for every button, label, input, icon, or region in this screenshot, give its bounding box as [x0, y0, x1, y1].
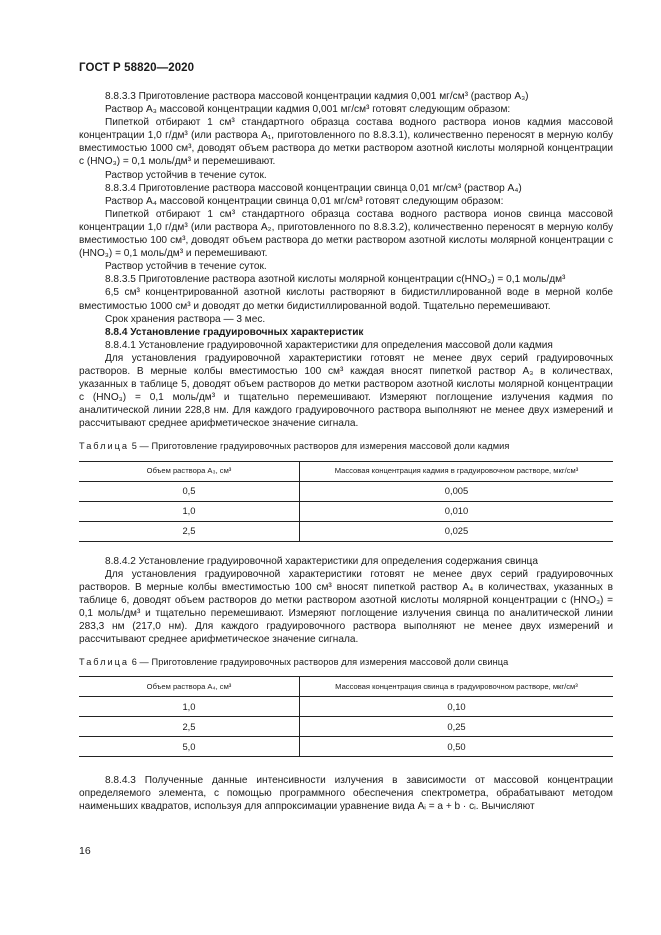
paragraph: Пипеткой отбирают 1 см³ стандартного образца состава водного раствора ионов кадмия массовой концентрации 1,0 г/дм³ (или раствора A₁, приготовленного по 8.8.3.1), количественно переносят в мерную колбу вместимостью 1000 см³, доводят объем раствора до метки раствором азотной кислоты молярной концентрации c (HNO₃) = 0,1 моль/дм³ и перемешивают.: [79, 117, 613, 168]
section-heading-884: 8.8.4 Установление градуировочных характеристик: [105, 326, 364, 338]
section-title-8841: 8.8.4.1 Установление градуировочной характеристики для определения массовой доли кадмия: [105, 339, 553, 351]
paragraph: Для установления градуировочной характеристики готовят не менее двух серий градуировочных растворов. В мерные колбы вместимостью 100 см³ вносят пипеткой раствор A₄ в количествах, указанных в таблице 6, доводят объем растворов до метки раствором азотной кислоты молярной концентрации c (HNO₃) = 0,1 моль/дм³ и тщательно перемешивают. Измеряют поглощение излучения свинца по аналитической линии 283,3 нм (217,0 нм). Для каждого градуировочного раствора выполняют не менее двух измерений и рассчитывают среднее арифметическое значение сигнала.: [79, 568, 613, 646]
table-cell: 0,005: [300, 481, 614, 501]
table-caption-text: 5 — Приготовление градуировочных растворов для измерения массовой доли кадмия: [131, 441, 510, 452]
paragraph: 6,5 см³ концентрированной азотной кислоты растворяют в бидистиллированной воде в мерной колбе вместимостью 1000 см³ и доводят до метки бидистиллированной водой. Тщательно перемешивают.: [79, 287, 613, 312]
table-cell: 0,010: [300, 501, 614, 521]
table-5-caption: [79, 440, 613, 453]
paragraph: Срок хранения раствора — 3 мес.: [105, 313, 266, 325]
table-cell: 2,5: [79, 717, 300, 737]
paragraph: Раствор A₃ массовой концентрации кадмия 0,001 мг/см³ готовят следующим образом:: [105, 104, 511, 116]
paragraph: Раствор устойчив в течение суток.: [105, 169, 267, 181]
table-header-cell: Объем раствора A₄, см³: [79, 677, 300, 697]
table-5: [79, 461, 613, 542]
table-cell: 1,0: [79, 501, 300, 521]
table-header-cell: Массовая концентрация свинца в градуировочном растворе, мкг/см³: [300, 677, 614, 697]
table-row: [79, 521, 613, 541]
document-header: ГОСТ Р 58820—2020: [79, 62, 195, 74]
table-cell: 2,5: [79, 521, 300, 541]
table-caption-label: Таблица: [79, 441, 130, 452]
table-row: [79, 717, 613, 737]
table-cell: 0,25: [300, 717, 614, 737]
paragraph: Раствор устойчив в течение суток.: [105, 261, 267, 273]
table-row: [79, 501, 613, 521]
table-header-row: [79, 677, 613, 697]
section-title-8843: 8.8.4.3 Полученные данные интенсивности излучения в зависимости от массовой концентрации определяемого элемента, с помощью программного обеспечения спектрометра, обрабатывают методом наименьших квадратов, используя для аппроксимации уравнение вида Aᵢ = a + b · cᵢ. Вычисляют: [79, 775, 613, 813]
table-row: [79, 737, 613, 757]
section-title-8835: 8.8.3.5 Приготовление раствора азотной кислоты молярной концентрации c(HNO₃) = 0,1 моль/дм³: [105, 274, 566, 286]
table-row: [79, 697, 613, 717]
paragraph: Пипеткой отбирают 1 см³ стандартного образца состава водного раствора ионов свинца массовой концентрации 1,0 г/дм³ (или раствора A₂, приготовленного по 8.8.3.2), количественно переносят в мерную колбу вместимостью 100 см³, доводят объем раствора до метки раствором азотной кислоты молярной концентрации c (HNO₃) = 0,1 моль/дм³ и перемешивают.: [79, 208, 613, 260]
table-cell: 5,0: [79, 737, 300, 757]
table-cell: 1,0: [79, 697, 300, 717]
table-caption-label: Таблица: [79, 657, 130, 668]
page-body: [79, 90, 613, 814]
table-row: [79, 481, 613, 501]
section-title-8833: 8.8.3.3 Приготовление раствора массовой концентрации кадмия 0,001 мг/см³ (раствор A₃): [105, 91, 529, 102]
table-header-cell: Объем раствора A₃, см³: [79, 461, 300, 481]
table-cell: 0,5: [79, 481, 300, 501]
table-6: [79, 676, 613, 757]
table-header-cell: Массовая концентрация кадмия в градуировочном растворе, мкг/см³: [300, 461, 614, 481]
paragraph: Раствор A₄ массовой концентрации свинца 0,01 мг/см³ готовят следующим образом:: [105, 195, 504, 207]
section-title-8834: 8.8.3.4 Приготовление раствора массовой концентрации свинца 0,01 мг/см³ (раствор A₄): [105, 182, 522, 194]
table-caption-text: 6 — Приготовление градуировочных растворов для измерения массовой доли свинца: [131, 657, 509, 668]
table-cell: 0,10: [300, 697, 614, 717]
table-header-row: [79, 461, 613, 481]
table-cell: 0,025: [300, 521, 614, 541]
section-title-8842: 8.8.4.2 Установление градуировочной характеристики для определения содержания свинца: [105, 555, 538, 567]
paragraph: Для установления градуировочной характеристики готовят не менее двух серий градуировочных растворов. В мерные колбы вместимостью 100 см³ каждая вносят пипеткой раствор A₃ в количествах, указанных в таблице 5, доводят объем растворов до метки раствором азотной кислоты молярной концентрации c (HNO₃) = 0,1 моль/дм³ и тщательно перемешивают. Измеряют поглощение излучения кадмия по аналитической линии 228,8 нм. Для каждого градуировочного раствора выполняют не менее двух измерений и рассчитывают среднее арифметическое значение сигнала.: [79, 352, 613, 430]
table-6-caption: [79, 656, 613, 669]
table-cell: 0,50: [300, 737, 614, 757]
page-number: 16: [79, 845, 91, 857]
